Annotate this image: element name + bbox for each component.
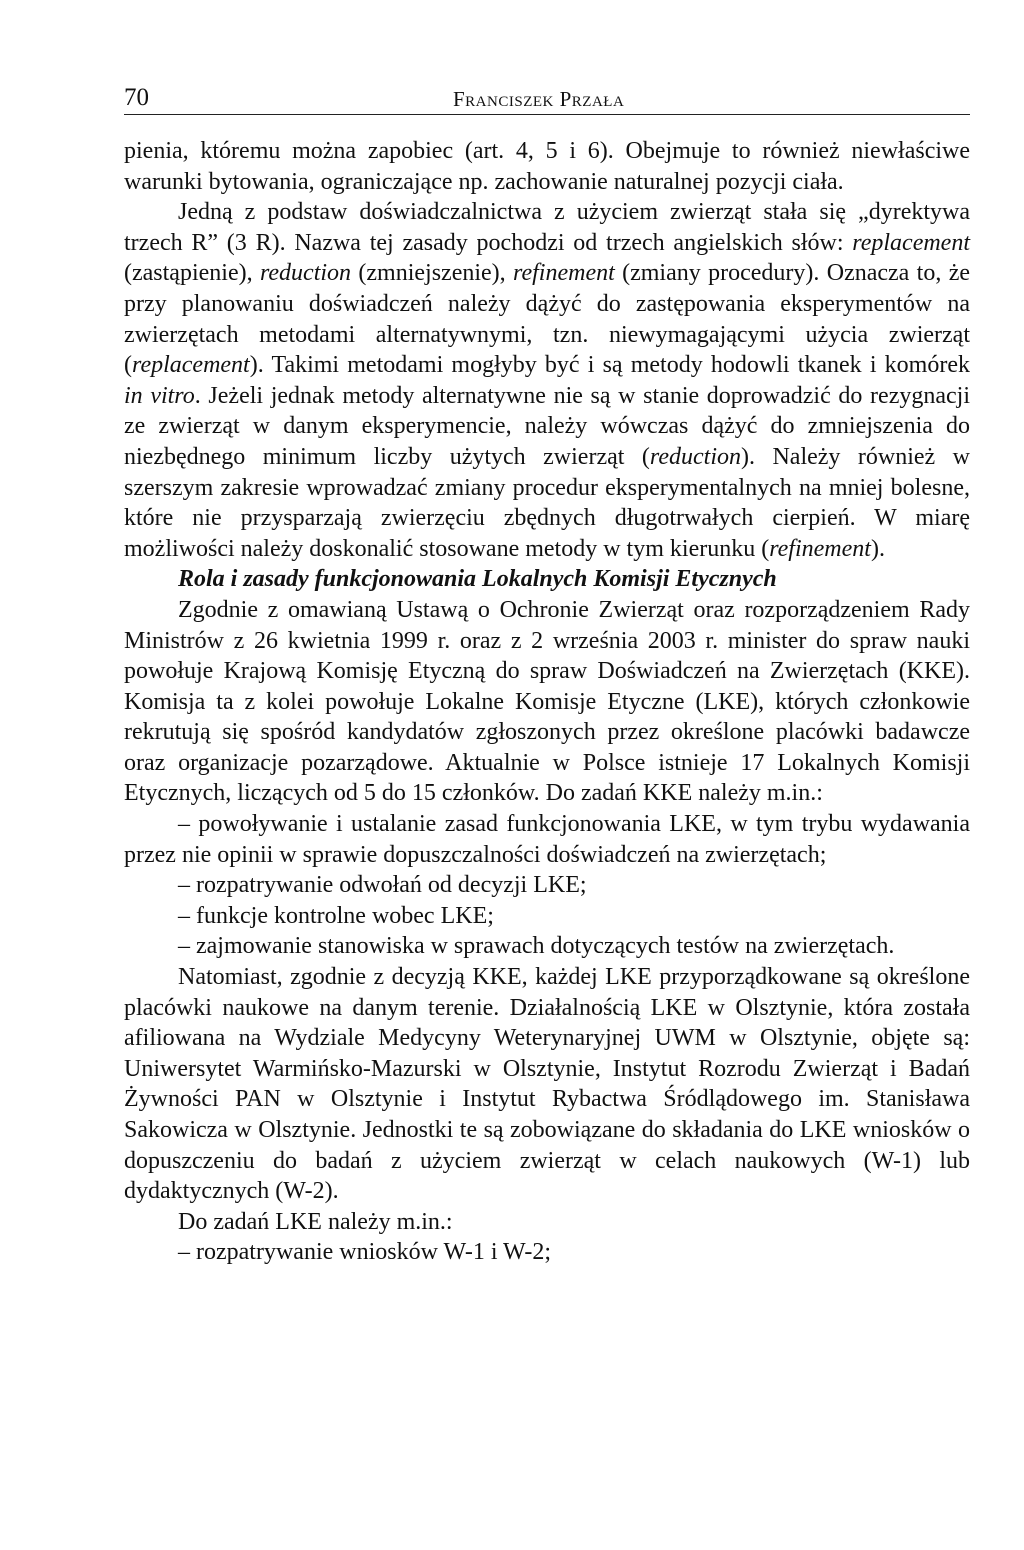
dash-marker: –: [178, 1239, 190, 1266]
dash-marker: –: [178, 933, 190, 960]
paragraph-text: ).: [870, 535, 885, 562]
paragraph-text: ). Takimi metodami mogłyby być i są metody hodowli tkanek i komórek: [249, 352, 970, 379]
paragraph-text: (zmiany procedury). Oznacza to, że przy planowaniu doświadczeń należy dążyć do zastępowania eksperymentów na zwierzętach metodami alternatywnymi, tzn. niewymagającymi użycia zwierząt (: [124, 260, 971, 379]
list-item-text: rozpatrywanie wniosków W-1 i W-2;: [196, 1239, 552, 1266]
page-number: 70: [124, 84, 149, 111]
term-refinement: refinement: [513, 260, 615, 287]
list-item: [124, 809, 970, 870]
section-heading: Rola i zasady funkcjonowania Lokalnych Komisji Etycznych: [178, 566, 777, 593]
term-in-vitro: in vitro: [124, 382, 195, 409]
running-header-author: Franciszek Przała: [453, 87, 625, 111]
paragraph-lke-tasks-intro: Do zadań LKE należy m.in.:: [178, 1208, 453, 1235]
paragraph-continued: [124, 136, 970, 197]
paragraph-text: (zastąpienie),: [124, 260, 260, 287]
term-reduction: reduction: [259, 260, 352, 287]
list-item-text: rozpatrywanie odwołań od decyzji LKE;: [196, 872, 587, 899]
list-item-text: zajmowanie stanowiska w sprawach dotyczących testów na zwierzętach.: [196, 933, 895, 960]
body-text: [124, 136, 970, 1268]
paragraph-text: . Jeżeli jednak metody alternatywne nie są w stanie doprowadzić do rezygnacji ze zwierząt w danym eksperymencie, należy wówczas dążyć do zmniejszenia do niezbędnego minimum liczby użytych zwierząt (: [124, 382, 970, 470]
list-item-text: funkcje kontrolne wobec LKE;: [196, 902, 494, 929]
list-item: [124, 870, 970, 901]
list-lke-tasks: [124, 1237, 970, 1268]
paragraph-text: (zmniejszenie),: [351, 260, 514, 287]
running-header: [124, 84, 970, 115]
paragraph-text: Jedną z podstaw doświadczalnictwa z użyciem zwierząt stała się „dyrektywa trzech R” (3 R). Nazwa tej zasady pochodzi od trzech angielskich słów:: [124, 199, 970, 256]
list-kke-tasks: [124, 809, 970, 962]
paragraph-three-r: [124, 197, 970, 564]
dash-marker: –: [178, 811, 190, 838]
list-item: [124, 931, 970, 962]
dash-marker: –: [178, 902, 190, 929]
paragraph-text: ). Należy również w szerszym zakresie wprowadzać zmiany procedur eksperymentalnych na mniej bolesne, które nie przysparzają zwierzęciu zbędnych długotrwałych cierpień. W miarę możliwości należy doskonalić stosowane metody w tym kierunku (: [124, 443, 970, 562]
list-item: [124, 901, 970, 932]
paragraph-kke: Zgodnie z omawianą Ustawą o Ochronie Zwierząt oraz rozporządzeniem Rady Ministrów z 26 kwietnia 1999 r. oraz z 2 września 2003 r. minister do spraw nauki powołuje Krajową Komisję Etyczną do spraw Doświadczeń na Zwierzętach (KKE). Komisja ta z kolei powołuje Lokalne Komisje Etyczne (LKE), których członkowie rekrutują się spośród kandydatów zgłoszonych przez określone placówki badawcze oraz organizacje pozarządowe. Aktualnie w Polsce istnieje 17 Lokalnych Komisji Etycznych, liczących od 5 do 15 członków. Do zadań KKE należy m.in.:: [124, 596, 970, 807]
paragraph-lke-olsztyn: Natomiast, zgodnie z decyzją KKE, każdej LKE przyporządkowane są określone placówki naukowe na danym terenie. Działalnością LKE w Olsztynie, która została afiliowana na Wydziale Medycyny Weterynaryjnej UWM w Olsztynie, objęte są: Uniwersytet Warmińsko-Mazurski w Olsztynie, Instytut Rozrodu Zwierząt i Badań Żywności PAN w Olsztynie i Instytut Rybactwa Śródlądowego im. Stanisława Sakowicza w Olsztynie. Jednostki te są zobowiązane do składania do LKE wniosków o dopuszczeniu do badań z użyciem zwierząt w celach naukowych (W-1) lub dydaktycznych (W-2).: [124, 964, 970, 1205]
term-replacement: replacement: [132, 352, 250, 379]
term-refinement: refinement: [769, 535, 871, 562]
list-item-text: powoływanie i ustalanie zasad funkcjonowania LKE, w tym trybu wydawania przez nie opinii w sprawie dopuszczalności doświadczeń na zwierzętach;: [124, 811, 970, 868]
term-reduction: reduction: [649, 443, 741, 470]
term-replacement: replacement: [852, 229, 970, 256]
paragraph-text: pienia, któremu można zapobiec (art. 4, 5 i 6). Obejmuje to również niewłaściwe warunki bytowania, ograniczające np. zachowanie naturalnej pozycji ciała.: [124, 138, 970, 195]
list-item: [124, 1237, 970, 1268]
dash-marker: –: [178, 872, 190, 899]
